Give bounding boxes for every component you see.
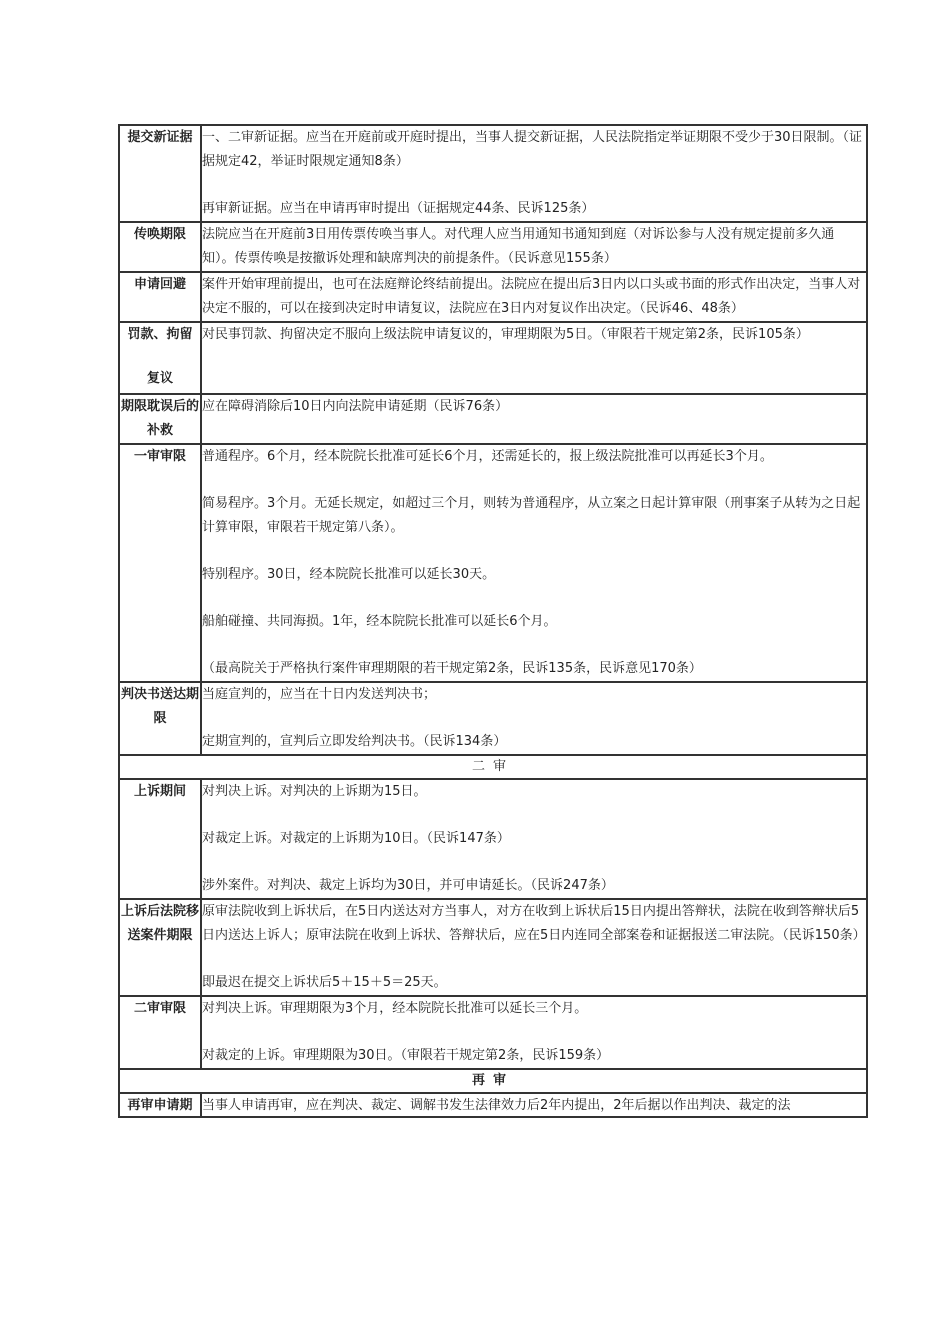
table-row	[119, 899, 867, 996]
paragraph: 对民事罚款、拘留决定不服向上级法院申请复议的，审理期限为5日。（审限若干规定第2条，民诉105条）	[202, 327, 809, 342]
row-content	[201, 1093, 867, 1117]
table-row	[119, 682, 867, 755]
paragraph: 当事人申请再审，应在判决、裁定、调解书发生法律效力后2年内提出，2年后据以作出判决、裁定的法	[202, 1098, 791, 1113]
row-label: 申请回避	[119, 272, 201, 322]
table-row	[119, 272, 867, 322]
section-row	[119, 1069, 867, 1093]
row-content	[201, 779, 867, 899]
table-row	[119, 996, 867, 1069]
table-row	[119, 1093, 867, 1117]
table-row	[119, 779, 867, 899]
row-content	[201, 444, 867, 682]
row-content	[201, 272, 867, 322]
row-label	[119, 322, 201, 394]
table-row	[119, 394, 867, 444]
row-label-text: 再审申请期	[127, 1098, 193, 1113]
table-row	[119, 322, 867, 394]
row-content	[201, 322, 867, 394]
row-label: 二审审限	[119, 996, 201, 1069]
row-label: 提交新证据	[119, 125, 201, 222]
row-content	[201, 996, 867, 1069]
paragraph: 再审新证据。应当在申请再审时提出（证据规定44条、民诉125条）	[202, 201, 595, 216]
row-content	[201, 682, 867, 755]
row-label: 期限耽误后的补救	[119, 394, 201, 444]
paragraph: 一、二审新证据。应当在开庭前或开庭时提出，当事人提交新证据，人民法院指定举证期限不受少于30日限制。（证据规定42，举证时限规定通知8条）	[202, 130, 863, 169]
row-label: 判决书送达期限	[119, 682, 201, 755]
paragraph: 应在障碍消除后10日内向法院申请延期（民诉76条）	[202, 399, 509, 414]
paragraph: 特别程序。30日，经本院院长批准可以延长30天。	[202, 567, 496, 582]
paragraph: 即最迟在提交上诉状后5＋15＋5＝25天。	[202, 975, 447, 990]
paragraph: （最高院关于严格执行案件审理期限的若干规定第2条，民诉135条，民诉意见170条）	[202, 661, 702, 676]
table-row	[119, 444, 867, 682]
section-heading: 二审	[119, 755, 867, 779]
row-label-line: 复议	[146, 371, 173, 386]
table-row	[119, 222, 867, 272]
row-label-line: 罚款、拘留	[127, 327, 193, 342]
paragraph: 法院应当在开庭前3日用传票传唤当事人。对代理人应当用通知书通知到庭（对诉讼参与人没有规定提前多久通知）。传票传唤是按撤诉处理和缺席判决的前提条件。（民诉意见155条）	[202, 227, 835, 266]
paragraph: 对判决上诉。对判决的上诉期为15日。	[202, 784, 427, 799]
paragraph: 定期宣判的，宣判后立即发给判决书。（民诉134条）	[202, 734, 507, 749]
paragraph: 案件开始审理前提出，也可在法庭辩论终结前提出。法院应在提出后3日内以口头或书面的形式作出决定，当事人对决定不服的，可以在接到决定时申请复议，法院应在3日内对复议作出决定。（民诉46、48条）	[202, 277, 861, 316]
row-label: 上诉期间	[119, 779, 201, 899]
paragraph: 普通程序。6个月，经本院院长批准可延长6个月，还需延长的，报上级法院批准可以再延长3个月。	[202, 449, 773, 464]
row-label: 传唤期限	[119, 222, 201, 272]
paragraph: 原审法院收到上诉状后，在5日内送达对方当事人，对方在收到上诉状后15日内提出答辩状，法院在收到答辩状后5日内送达上诉人；原审法院在收到上诉状、答辩状后，应在5日内连同全部案卷和证据报送二审法院。（民诉150条）	[202, 904, 866, 943]
row-content	[201, 125, 867, 222]
document-page	[118, 124, 868, 1118]
row-content	[201, 222, 867, 272]
row-label	[119, 1093, 201, 1117]
paragraph: 对裁定的上诉。审理期限为30日。（审限若干规定第2条，民诉159条）	[202, 1048, 610, 1063]
section-row	[119, 755, 867, 779]
paragraph: 涉外案件。对判决、裁定上诉均为30日，并可申请延长。（民诉247条）	[202, 878, 614, 893]
row-content	[201, 394, 867, 444]
paragraph: 对判决上诉。审理期限为3个月，经本院院长批准可以延长三个月。	[202, 1001, 588, 1016]
deadline-table	[118, 124, 868, 1118]
paragraph: 当庭宣判的，应当在十日内发送判决书；	[202, 687, 437, 702]
row-label: 上诉后法院移送案件期限	[119, 899, 201, 996]
row-label: 一审审限	[119, 444, 201, 682]
table-row	[119, 125, 867, 222]
paragraph: 简易程序。3个月。无延长规定，如超过三个月，则转为普通程序，从立案之日起计算审限（刑事案子从转为之日起计算审限，审限若干规定第八条）。	[202, 496, 861, 535]
paragraph: 船舶碰撞、共同海损。1年，经本院院长批准可以延长6个月。	[202, 614, 557, 629]
paragraph: 对裁定上诉。对裁定的上诉期为10日。（民诉147条）	[202, 831, 510, 846]
row-content	[201, 899, 867, 996]
section-heading: 再审	[119, 1069, 867, 1093]
